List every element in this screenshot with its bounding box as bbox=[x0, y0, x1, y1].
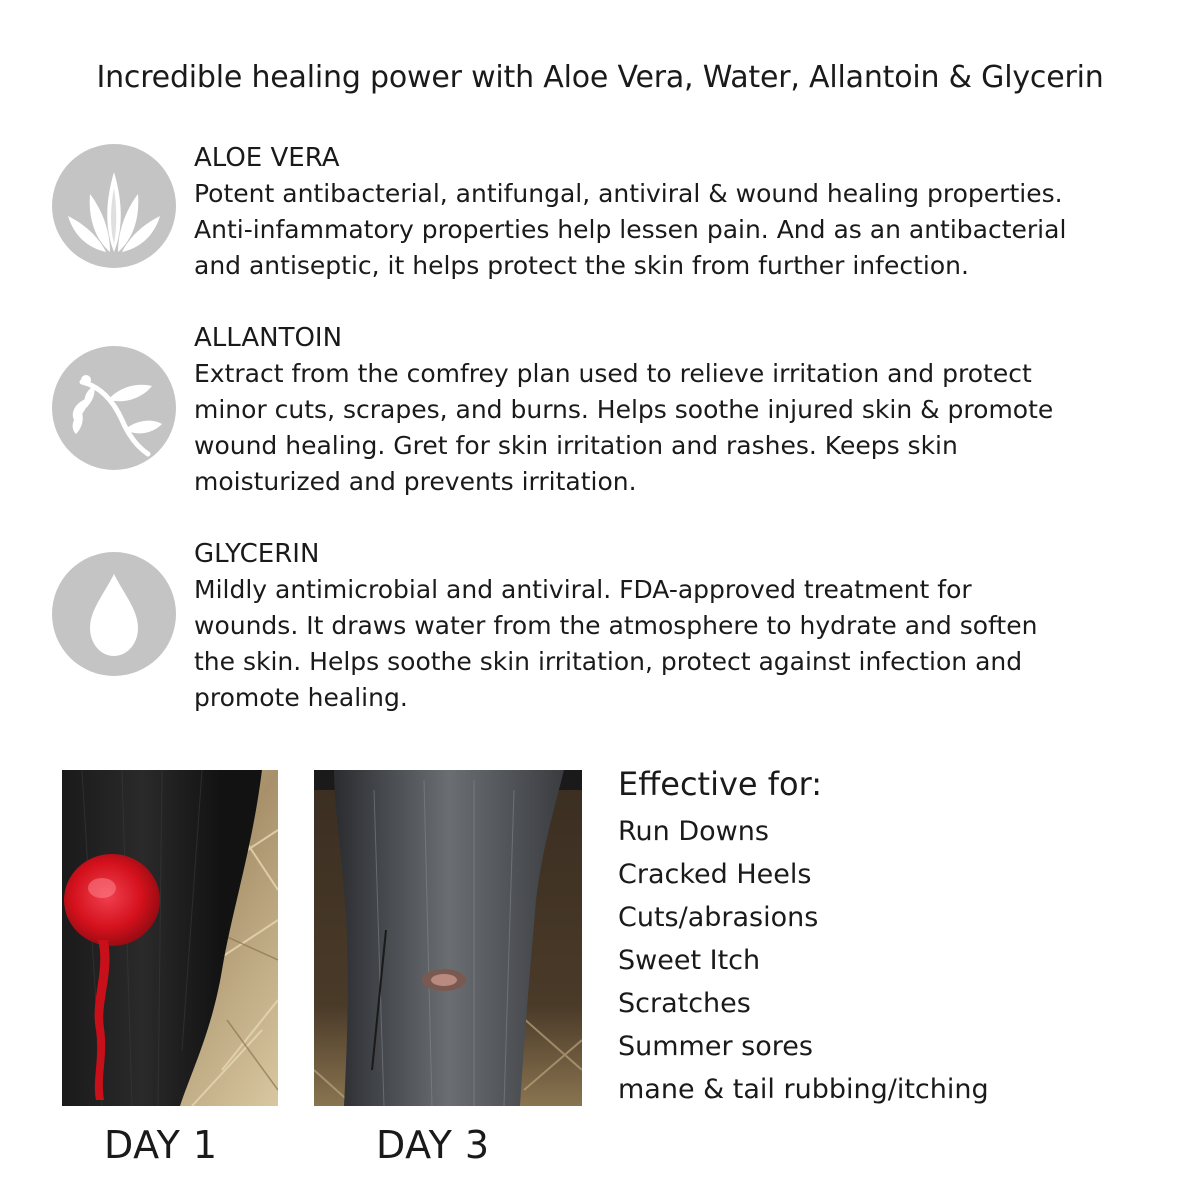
effective-for-title: Effective for: bbox=[618, 765, 822, 803]
section-title: ALLANTOIN bbox=[194, 323, 343, 353]
section-line: wounds. It draws water from the atmosphere to hydrate and soften bbox=[194, 611, 1038, 640]
glycerin-text bbox=[194, 536, 1154, 716]
allantoin-text bbox=[194, 320, 1154, 500]
day-1-label: DAY 1 bbox=[104, 1123, 218, 1167]
list-item: Cracked Heels bbox=[618, 859, 812, 890]
section-line: promote healing. bbox=[194, 683, 408, 712]
aloe-leaf-icon bbox=[52, 144, 176, 268]
list-item: Run Downs bbox=[618, 816, 769, 847]
day-1-photo bbox=[62, 770, 278, 1106]
section-title: ALOE VERA bbox=[194, 143, 340, 173]
comfrey-flower-icon bbox=[52, 346, 176, 470]
section-title: GLYCERIN bbox=[194, 539, 320, 569]
section-line: wound healing. Gret for skin irritation and rashes. Keeps skin bbox=[194, 431, 958, 460]
effective-for-list bbox=[618, 762, 1178, 1111]
headline: Incredible healing power with Aloe Vera, Water, Allantoin & Glycerin bbox=[96, 60, 1104, 95]
section-line: Anti-infammatory properties help lessen pain. And as an antibacterial bbox=[194, 215, 1067, 244]
section-line: minor cuts, scrapes, and burns. Helps soothe injured skin & promote bbox=[194, 395, 1054, 424]
list-item: Summer sores bbox=[618, 1031, 813, 1062]
aloe-vera-text bbox=[194, 140, 1154, 284]
day-3-photo bbox=[314, 770, 582, 1106]
section-line: Extract from the comfrey plan used to relieve irritation and protect bbox=[194, 359, 1032, 388]
section-line: Potent antibacterial, antifungal, antiviral & wound healing properties. bbox=[194, 179, 1063, 208]
section-line: moisturized and prevents irritation. bbox=[194, 467, 637, 496]
section-line: the skin. Helps soothe skin irritation, protect against infection and bbox=[194, 647, 1023, 676]
section-line: and antiseptic, it helps protect the skin from further infection. bbox=[194, 251, 969, 280]
list-item: mane & tail rubbing/itching bbox=[618, 1074, 989, 1105]
list-item: Sweet Itch bbox=[618, 945, 761, 976]
list-item: Cuts/abrasions bbox=[618, 902, 819, 933]
list-item: Scratches bbox=[618, 988, 751, 1019]
section-line: Mildly antimicrobial and antiviral. FDA-approved treatment for bbox=[194, 575, 972, 604]
day-3-label: DAY 3 bbox=[376, 1123, 490, 1167]
water-drop-icon bbox=[52, 552, 176, 676]
